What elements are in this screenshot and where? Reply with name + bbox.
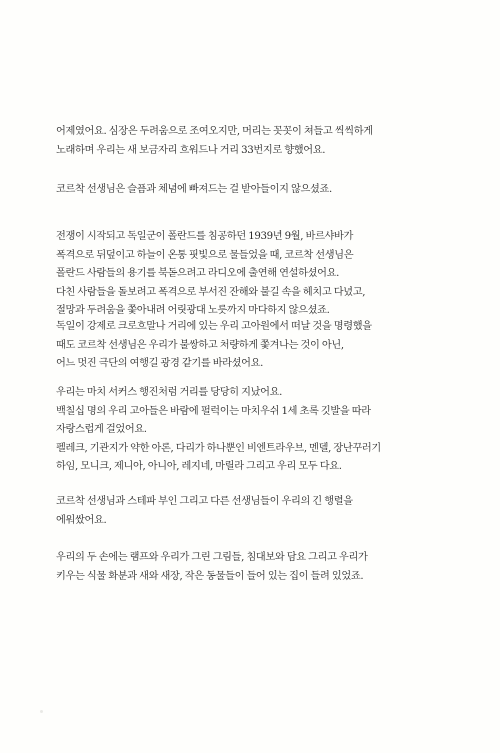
paper-speck bbox=[40, 710, 43, 713]
text-line: 폴란드 사람들의 용기를 북돋으려고 라디오에 출연해 연설하셨어요. bbox=[56, 268, 339, 279]
paragraph-1 bbox=[56, 123, 456, 160]
text-line: 키우는 식물 화분과 새와 새장, 작은 동물들이 들어 있는 집이 들려 있었죠. bbox=[56, 570, 364, 582]
text-line: 우리는 마치 서커스 행진처럼 거리를 당당히 지났어요. bbox=[56, 387, 283, 398]
text-line: 어느 멋진 극단의 여행길 광경 같기를 바라셨어요. bbox=[56, 358, 264, 369]
text-line: 에워쌌어요. bbox=[56, 514, 107, 526]
text-line: 코르착 선생님은 슬픔과 체념에 빠져드는 걸 받아들이지 않으셨죠. bbox=[56, 184, 332, 195]
text-line: 노래하며 우리는 새 보금자리 흐워드나 거리 33번지로 향했어요. bbox=[56, 144, 326, 156]
paragraph-7 bbox=[56, 549, 456, 586]
text-line: 백칠십 명의 우리 고아들은 바람에 펄럭이는 마치우쉬 1세 초록 깃발을 따라 bbox=[56, 405, 371, 417]
text-line: 다친 사람들을 돌보려고 폭격으로 부서진 잔해와 불길 속을 헤치고 다녔고, bbox=[56, 286, 366, 298]
text-line: 절망과 두려움을 쫓아내려 어릿광대 노릇까지 마다하지 않으셨죠. bbox=[56, 305, 330, 316]
text-line: 때도 코르착 선생님은 우리가 불쌍하고 처량하게 쫓겨나는 것이 아닌, bbox=[56, 339, 344, 351]
text-line: 전쟁이 시작되고 독일군이 폴란드를 침공하던 1939년 9월, 바르샤바가 bbox=[56, 231, 354, 242]
text-line: 코르착 선생님과 스테파 부인 그리고 다른 선생님들이 우리의 긴 행렬을 bbox=[56, 496, 353, 507]
paragraph-5 bbox=[56, 384, 456, 477]
text-line: 펠레크, 기관지가 약한 아론, 다리가 하나뿐인 비엔트라우브, 멘델, 장난꾸러기 bbox=[56, 442, 381, 454]
paragraph-2 bbox=[56, 181, 456, 200]
text-line: 폭격으로 뒤덮이고 하늘이 온통 핏빛으로 물들었을 때, 코르착 선생님은 bbox=[56, 249, 354, 261]
text-line: 독일이 강제로 크로흐말나 거리에 있는 우리 고아원에서 떠날 것을 명령했을 bbox=[56, 321, 372, 332]
paragraph-4 bbox=[56, 318, 456, 374]
paragraph-3 bbox=[56, 228, 456, 321]
text-line: 자랑스럽게 걸었어요. bbox=[56, 424, 147, 435]
text-line: 하임, 모니크, 제니아, 아니아, 레지네, 마릴라 그리고 우리 모두 다요. bbox=[56, 461, 342, 472]
text-line: 우리의 두 손에는 램프와 우리가 그린 그림들, 침대보와 담요 그리고 우리가 bbox=[56, 552, 368, 563]
paragraph-6 bbox=[56, 493, 456, 530]
text-line: 어제였어요. 심장은 두려움으로 조여오지만, 머리는 꼿꼿이 쳐들고 씩씩하게 bbox=[56, 126, 373, 137]
